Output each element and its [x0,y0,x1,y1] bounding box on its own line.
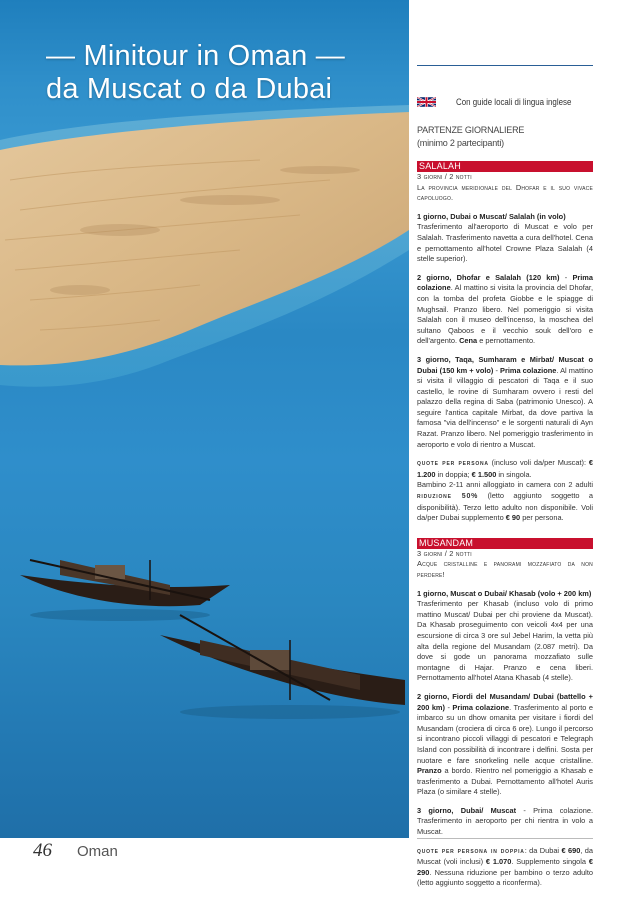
guide-text: Con guide locali di lingua inglese [456,97,572,107]
page-title [46,40,345,106]
salalah-day-2-end: e pernottamento. [477,336,536,346]
musandam-quote-text-4: . Nessuna riduzione per bambino o terzo adulto (letto aggiunto soggetto a riconferma). [417,867,593,888]
departures [417,124,593,150]
top-rule [417,65,593,66]
title-line-2: da Muscat o da Dubai [46,73,333,105]
musandam-quote-price-2: € 1.070 [485,857,512,867]
salalah-duration: 3 giorni / 2 notti [417,172,472,181]
musandam-quote [417,846,593,889]
salalah-quote-text-2: in doppia; [435,469,472,479]
salalah-day-2-head: 2 giorno, Dhofar e Salalah (120 km) [417,272,560,282]
salalah-quote-price-1: € 1.200 [417,458,593,479]
salalah-quote-text-3: in singola. [496,469,532,479]
musandam-subtitle: Acque cristalline e panorami mozzafiato da non perdere! [417,559,593,579]
musandam-day-2-sep: - [444,702,453,712]
salalah-day-1-head: 1 giorno, Dubai o Muscat/ Salalah (in volo) [417,211,566,221]
musandam-quote-text-2: , da Muscat (voli inclusi) [417,845,593,867]
salalah-day-1-text: Trasferimento all'aeroporto di Muscat e volo per Salalah. Trasferimento navetta a cura dell'hotel. Cena e pernottamento all'hotel Crowne Plaza Salalah (4 stelle superior). [417,222,593,264]
musandam-quote-label: quote per persona in doppia [417,847,525,855]
salalah-day-2-sep: - [559,272,573,282]
musandam-day-2 [417,692,593,798]
musandam-band: MUSANDAM [417,538,593,549]
salalah-band: SALALAH [417,161,593,172]
salalah-reduction-text: (letto aggiunto soggetto a disponibilità). Terzo letto adulto non disponibile. Voli da/per Dubai supplemento [417,491,594,523]
salalah-quote [417,458,593,524]
musandam-day-3-head: 3 giorno, Dubai/ Muscat [417,805,517,815]
musandam-quote-text-1: : da Dubai [524,845,562,855]
salalah-subtitle: La provincia meridionale del Dhofar e il suo vivace capoluogo. [417,182,593,203]
salalah-quote-text-1: (incluso voli da/per Muscat): [488,458,589,468]
musandam-day-3 [417,806,593,838]
musandam-day-3-text: - Prima colazione. Trasferimento in aeroporto per chi rientra in volo a Muscat. [417,805,593,837]
salalah-day-3 [417,355,593,450]
salalah-day-2-cena: Cena [459,336,478,346]
salalah-quote-price-2: € 1.500 [471,469,497,479]
uk-flag-icon [417,96,436,108]
salalah-day-3-head: 3 giorno, Taqa, Sumharam e Mirbat/ Muscat o Dubai (150 km + volo) [417,354,593,375]
salalah-day-2 [417,273,593,347]
salalah-day-3-bold: Prima colazione [500,365,557,375]
musandam-day-2-lunch: Pranzo [417,766,442,776]
guide-note [417,95,587,109]
musandam-day-1-head: 1 giorno, Muscat o Dubai/ Khasab (volo + 200 km) [417,588,592,598]
musandam-day-1 [417,589,593,684]
dhow-boat-2 [160,615,405,719]
salalah-day-3-text: . Al mattino si visita il villaggio di pescatori di Taqa e il suo castello, le rovine di Sumharam ovvero i resti del palazzo della regina di Saba (patrimonio Unesco). A seguire l'antica capitale Mirbat, da dove partiva la famosa "via dell'incenso" e le sorgenti naturali di Ayn Razat. Pranzo libero. Nel pomeriggio trasferimento in aeroporto e volo di rientro a Muscat. [417,365,594,449]
bottom-rule [417,838,593,839]
salalah-supplement-end: per persona. [520,513,564,523]
salalah-day-2-bold: Prima colazione [417,272,593,293]
salalah-day-1 [417,212,593,265]
musandam-day-2-end: a bordo. Rientro nel pomeriggio a Khasab e trasferimento a Dubai. Pernottamento all'hotel Auris Plaza (o similare 4 stelle). [417,766,593,797]
salalah-day-3-sep: - [493,365,501,375]
salalah-day-2-text: . Al mattino si visita la provincia del Dhofar, con la tomba del profeta Giobbe e le spiagge di Mughsail. Pranzo libero. Nel pomeriggio si visita Salalah con il museo dell'incenso, la moschea del sultano Qaboos e il vecchio souk dell'oro e dell'argento. [417,283,593,346]
title-line-1: — Minitour in Oman — [46,40,345,72]
salalah-reduction-label: riduzione 50% [417,493,479,501]
musandam-quote-price-3: € 290 [417,857,594,877]
musandam-quote-price-1: € 690 [561,845,581,855]
page-number: 46 [33,840,52,861]
section-label: Oman [77,843,118,860]
musandam-day-1-text: Trasferimento per Khasab (incluso volo di primo mattino Muscat/ Dubai per chi proviene da Muscat). Da Khasab proseguimento con veicoli 4x4 per una escursione di circa 3 ore sul Jebel Harim, la vetta più alta della regione del Musandam (2.087 metri). Da dove si gode un panorama mozzafiato sulle montagne di Hajar. Pranzo e cena liberi. Pernottamento all'hotel Atana Khasab (4 stelle). [417,599,593,683]
departures-line-2: (minimo 2 partecipanti) [417,138,504,148]
musandam-duration: 3 giorni / 2 notti [417,548,472,558]
departures-line-1: PARTENZE GIORNALIERE [417,125,525,135]
musandam-day-2-bold: Prima colazione [452,702,510,712]
salalah-quote-label: quote per persona [417,460,489,468]
musandam-day-2-text: . Trasferimento al porto e imbarco su un dhow omanita per visitare i fiordi del Musandam (crociera di circa 6 ore). Lungo il percorso si incontrano piccoli villaggi di pescatori e Telegraph Island con possibilità di incontrare i delfini. Sosta per nuotare e fare snorkeling nelle acque cristalline. [417,702,593,765]
salalah-supplement-price: € 90 [505,513,521,523]
musandam-quote-text-3: . Supplemento singola [511,857,589,867]
info-column [417,124,593,889]
dhow-boat-1 [20,560,230,621]
musandam-day-2-head: 2 giorno, Fiordi del Musandam/ Dubai (battello + 200 km) [417,691,593,712]
salalah-child-text: Bambino 2-11 anni alloggiato in camera con 2 adulti [417,480,593,490]
